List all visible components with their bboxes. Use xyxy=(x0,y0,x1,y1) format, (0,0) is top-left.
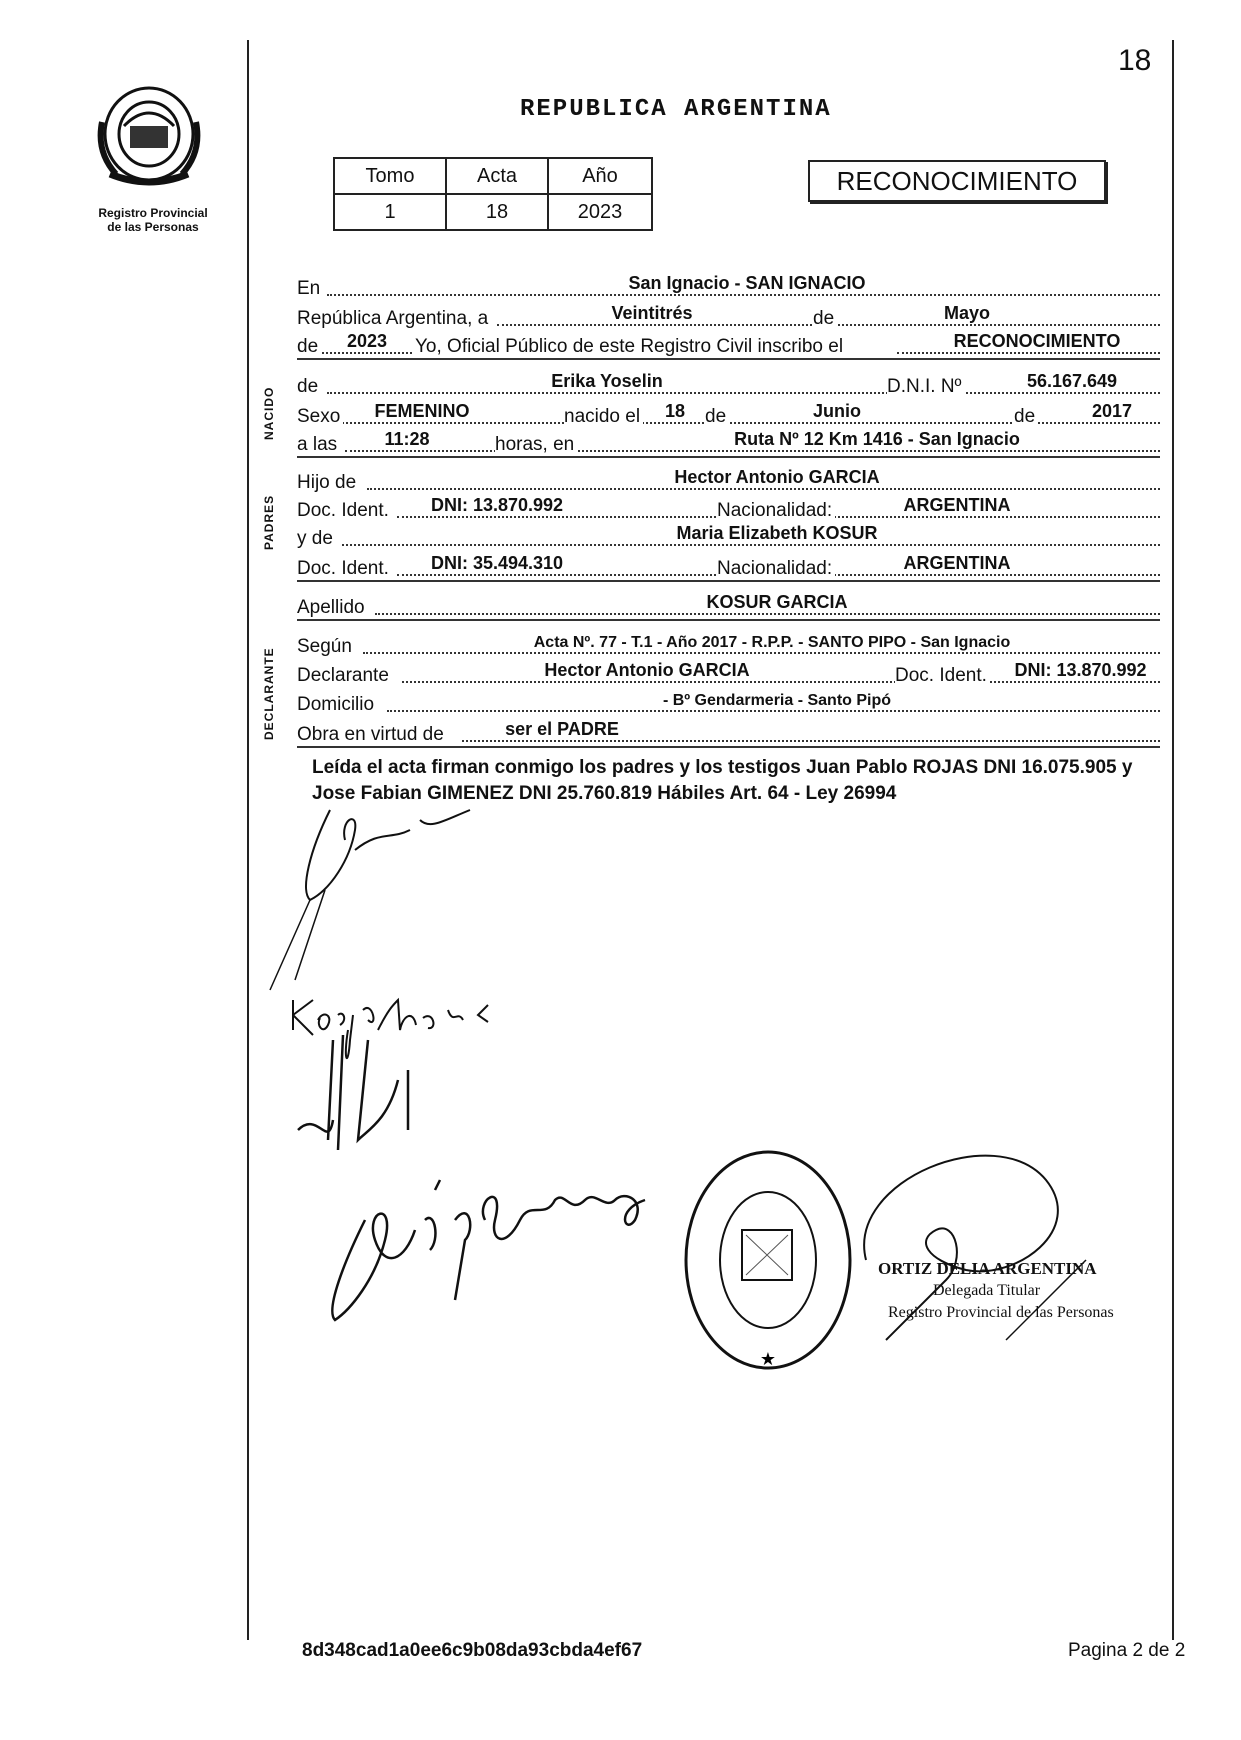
row-hora xyxy=(297,428,1160,456)
declarante-doc: DNI: 13.870.992 xyxy=(1014,660,1147,680)
de-label: de xyxy=(813,308,837,330)
page-indicator: Pagina 2 de 2 xyxy=(1068,1640,1186,1661)
yde-label: y de xyxy=(297,528,336,550)
side-label-declarante: DECLARANTE xyxy=(262,647,276,740)
de4-label: de xyxy=(705,406,729,428)
doc-label: Doc. Ident. xyxy=(297,500,392,522)
row-name xyxy=(297,370,1160,398)
sexo-label: Sexo xyxy=(297,406,343,428)
row-republica xyxy=(297,302,1160,330)
obra-value: ser el PADRE xyxy=(505,719,619,739)
mother-name: Maria Elizabeth KOSUR xyxy=(676,523,878,543)
nacionalidad2-label: Nacionalidad: xyxy=(717,558,835,580)
document-title: REPUBLICA ARGENTINA xyxy=(520,96,832,123)
inscribo-label: Yo, Oficial Público de este Registro Civil inscribo el xyxy=(415,336,846,358)
mother-nationality: ARGENTINA xyxy=(903,553,1011,573)
row-hijo xyxy=(297,466,1160,494)
left-margin-line xyxy=(247,40,249,1640)
row-mother xyxy=(297,522,1160,550)
nacionalidad-label: Nacionalidad: xyxy=(717,500,835,522)
acta-header: Acta xyxy=(446,158,548,194)
apellido-value: KOSUR GARCIA xyxy=(706,592,848,612)
inscribo-value: RECONOCIMIENTO xyxy=(953,331,1121,351)
tomo-header: Tomo xyxy=(334,158,446,194)
apellido-label: Apellido xyxy=(297,597,368,619)
mother-doc: DNI: 35.494.310 xyxy=(430,553,564,573)
birth-month: Junio xyxy=(813,401,861,421)
declarante-name: Hector Antonio GARCIA xyxy=(544,660,750,680)
row-en xyxy=(297,272,1160,300)
row-segun xyxy=(297,630,1160,658)
doc3-label: Doc. Ident. xyxy=(895,665,990,687)
acta-value: 18 xyxy=(446,194,548,230)
segun-label: Según xyxy=(297,636,355,658)
de5-label: de xyxy=(1014,406,1038,428)
father-name: Hector Antonio GARCIA xyxy=(674,467,880,487)
official-name: ORTIZ DELIA ARGENTINA xyxy=(878,1259,1097,1278)
horas-label: horas, en xyxy=(495,434,577,456)
registry-round-seal xyxy=(680,1150,860,1380)
row-obra xyxy=(297,718,1160,746)
official-stamp xyxy=(878,1258,1114,1324)
svg-text:★: ★ xyxy=(759,1349,777,1370)
father-signature xyxy=(270,790,500,990)
anio-value: 2023 xyxy=(548,194,652,230)
birth-time: 11:28 xyxy=(384,429,430,449)
month-value: Mayo xyxy=(943,303,990,323)
republica-label: República Argentina, a xyxy=(297,308,491,330)
act-type-box: RECONOCIMIENTO xyxy=(808,160,1106,202)
sexo-value: FEMENINO xyxy=(374,401,470,421)
tomo-value: 1 xyxy=(334,194,446,230)
dni-label: D.N.I. Nº xyxy=(887,376,965,398)
de2-label: de xyxy=(297,336,321,358)
father-doc: DNI: 13.870.992 xyxy=(430,495,564,515)
official-office: Registro Provincial de las Personas xyxy=(888,1304,1114,1321)
alas-label: a las xyxy=(297,434,340,456)
row-mother-doc xyxy=(297,552,1160,580)
obra-label: Obra en virtud de xyxy=(297,724,447,746)
mother-signature xyxy=(288,990,568,1170)
province-seal xyxy=(92,82,207,192)
registry-label-line2: de las Personas xyxy=(107,220,199,234)
right-margin-line xyxy=(1172,40,1174,1640)
child-dni: 56.167.649 xyxy=(1026,371,1118,391)
side-label-nacido: NACIDO xyxy=(262,386,276,440)
row-inscribo xyxy=(297,330,1160,358)
en-label: En xyxy=(297,278,323,300)
closing-statement: Leída el acta firman conmigo los padres y los testigos Juan Pablo ROJAS DNI 16.075.905 y Jose Fabian GIMENEZ DNI 25.760.819 Hábiles Art. 64 - Ley 26994 xyxy=(312,757,1133,804)
anio-header: Año xyxy=(548,158,652,194)
en-value: San Ignacio - SAN IGNACIO xyxy=(628,273,866,293)
row-domicilio xyxy=(297,688,1160,716)
domicilio-value: - Bº Gendarmeria - Santo Pipó xyxy=(662,692,892,709)
segun-value: Acta Nº. 77 - T.1 - Año 2017 - R.P.P. - SANTO PIPO - San Ignacio xyxy=(533,634,1011,651)
domicilio-label: Domicilio xyxy=(297,694,377,716)
page-number: 18 xyxy=(1118,44,1152,77)
day-value: Veintitrés xyxy=(611,303,693,323)
doc2-label: Doc. Ident. xyxy=(297,558,392,580)
row-sexo xyxy=(297,400,1160,428)
witness-signature xyxy=(305,1160,675,1340)
hijo-label: Hijo de xyxy=(297,472,359,494)
birth-year: 2017 xyxy=(1091,401,1133,421)
birth-place: Ruta Nº 12 Km 1416 - San Ignacio xyxy=(734,429,1020,449)
father-nationality: ARGENTINA xyxy=(903,495,1011,515)
registry-label xyxy=(78,206,228,234)
registry-label-line1: Registro Provincial xyxy=(98,206,208,220)
official-role: Delegada Titular xyxy=(933,1282,1041,1299)
year-value: 2023 xyxy=(346,331,388,351)
side-label-padres: PADRES xyxy=(262,494,276,550)
reference-table xyxy=(333,157,653,231)
document-hash: 8d348cad1a0ee6c9b08da93cbda4ef67 xyxy=(302,1640,643,1661)
row-apellido xyxy=(297,591,1160,619)
row-father-doc xyxy=(297,494,1160,522)
declarante-label: Declarante xyxy=(297,665,392,687)
child-name: Erika Yoselin xyxy=(551,371,663,391)
nacido-label: nacido el xyxy=(564,406,643,428)
birth-day: 18 xyxy=(664,401,686,421)
row-declarante xyxy=(297,659,1160,687)
de3-label: de xyxy=(297,376,321,398)
